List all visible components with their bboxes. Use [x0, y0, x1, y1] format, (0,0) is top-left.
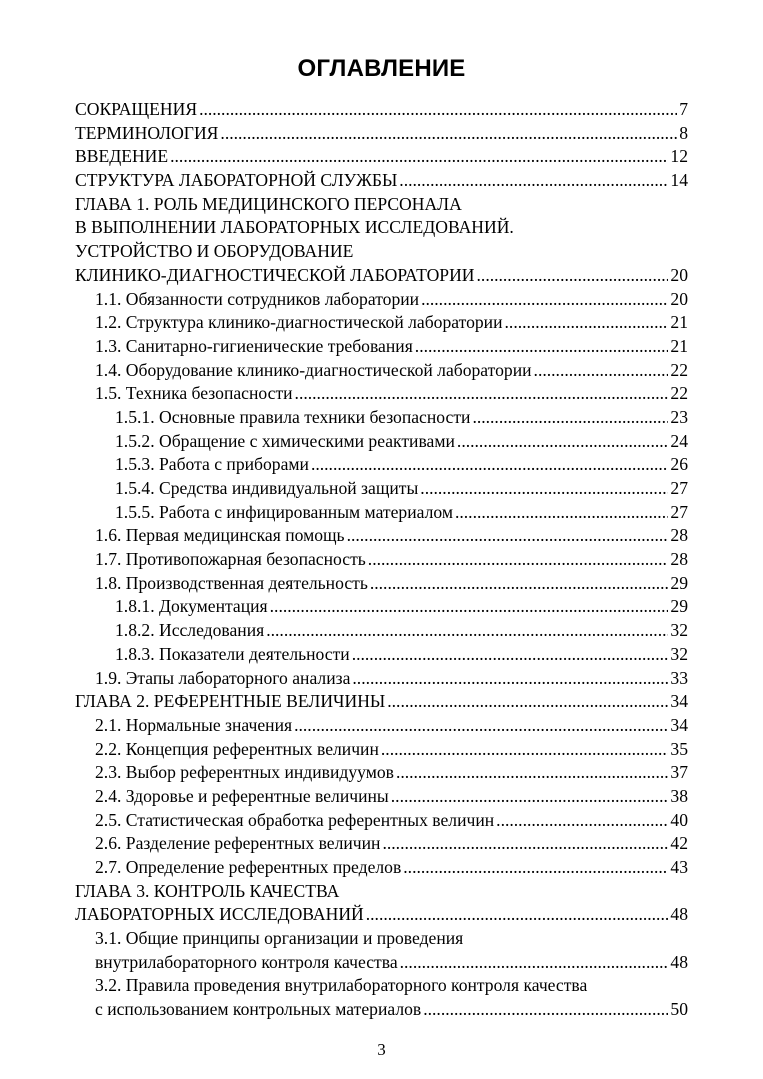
leader-dots	[457, 430, 668, 454]
toc-entry-title: СТРУКТУРА ЛАБОРАТОРНОЙ СЛУЖБЫ	[75, 170, 398, 191]
toc-entry-title: 1.8.2. Исследования	[115, 620, 265, 641]
leader-dots	[399, 169, 668, 193]
leader-dots	[368, 548, 669, 572]
leader-dots	[505, 311, 669, 335]
leader-dots	[477, 264, 669, 288]
leader-dots	[294, 714, 668, 738]
leader-dots	[381, 738, 669, 762]
leader-dots	[382, 832, 668, 856]
toc-chapter-1-line-2: В ВЫПОЛНЕНИИ ЛАБОРАТОРНЫХ ИССЛЕДОВАНИЙ.	[75, 217, 514, 238]
toc-entry-page: 26	[670, 454, 688, 475]
toc-entry-2-5	[75, 809, 688, 833]
toc-entry-1-8-3	[75, 643, 688, 667]
toc-entry-page: 20	[670, 288, 688, 309]
leader-dots	[220, 122, 677, 146]
toc-entry-page: 48	[670, 951, 688, 972]
toc-entry-1-1	[75, 288, 688, 312]
toc-entry-title: с использованием контрольных материалов	[95, 999, 422, 1020]
toc-entry-title: ВВЕДЕНИЕ	[75, 146, 169, 167]
toc-entry-2-7	[75, 856, 688, 880]
leader-dots	[366, 903, 669, 927]
leader-dots	[370, 572, 669, 596]
toc-entry-2-2	[75, 738, 688, 762]
toc-entry-page: 33	[670, 667, 688, 688]
leader-dots	[420, 477, 668, 501]
toc-entry-1-5-1	[75, 406, 688, 430]
page-title: ОГЛАВЛЕНИЕ	[297, 55, 466, 82]
toc-entry-page: 34	[670, 691, 688, 712]
toc-entry-title: КЛИНИКО-ДИАГНОСТИЧЕСКОЙ ЛАБОРАТОРИИ	[75, 264, 475, 285]
toc-entry-page: 37	[670, 762, 688, 783]
leader-dots	[387, 690, 668, 714]
toc-entry-title: ЛАБОРАТОРНЫХ ИССЛЕДОВАНИЙ	[75, 904, 364, 925]
toc-entry-title: 2.2. Концепция референтных величин	[95, 738, 379, 759]
toc-entry-page: 38	[670, 785, 688, 806]
toc-entry-2-3	[75, 761, 688, 785]
leader-dots	[270, 595, 669, 619]
toc-entry-lab-structure	[75, 169, 688, 193]
toc-entry-1-8-1	[75, 595, 688, 619]
toc-entry-chapter-1	[75, 264, 688, 288]
toc-entry-abbreviations	[75, 98, 688, 122]
toc-entry-title: 1.8.3. Показатели деятельности	[115, 643, 350, 664]
toc-entry-title: 1.5.1. Основные правила техники безопасности	[115, 406, 471, 427]
toc-entry-title: 2.3. Выбор референтных индивидуумов	[95, 762, 394, 783]
toc-entry-title: 1.8. Производственная деятельность	[95, 572, 368, 593]
toc-entry-title: 1.5.3. Работа с приборами	[115, 454, 309, 475]
toc-entry-title: 1.4. Оборудование клинико-диагностической лаборатории	[95, 359, 532, 380]
toc-entry-title: 2.1. Нормальные значения	[95, 714, 293, 735]
toc-entry-3-1	[75, 951, 688, 975]
toc-entry-page: 21	[670, 335, 688, 356]
toc-entry-title: СОКРАЩЕНИЯ	[75, 99, 198, 119]
toc-entry-page: 21	[670, 312, 688, 333]
toc-entry-title: 2.5. Статистическая обработка референтных величин	[95, 809, 495, 830]
toc-entry-page: 22	[670, 359, 688, 380]
page-number: 3	[377, 1040, 386, 1059]
toc-entry-title: ГЛАВА 2. РЕФЕРЕНТНЫЕ ВЕЛИЧИНЫ	[75, 691, 386, 712]
toc-entry-1-3	[75, 335, 688, 359]
toc-entry-chapter-3	[75, 903, 688, 927]
toc-entry-page: 40	[670, 809, 688, 830]
leader-dots	[352, 667, 668, 691]
leader-dots	[352, 643, 669, 667]
toc-entry-page: 22	[670, 383, 688, 404]
leader-dots	[266, 619, 668, 643]
toc-entry-page: 32	[670, 620, 688, 641]
toc-entry-1-5	[75, 382, 688, 406]
toc-entry-2-4	[75, 785, 688, 809]
toc-entry-title: 1.7. Противопожарная безопасность	[95, 549, 366, 570]
toc-entry-title: 1.9. Этапы лабораторного анализа	[95, 667, 351, 688]
leader-dots	[496, 809, 668, 833]
toc-entry-1-4	[75, 359, 688, 383]
toc-entry-3-2	[75, 998, 688, 1022]
toc-entry-page: 43	[670, 857, 688, 877]
leader-dots	[347, 524, 669, 548]
leader-dots	[391, 785, 669, 809]
toc-entry-title: 1.5.4. Средства индивидуальной защиты	[115, 478, 419, 498]
leader-dots	[415, 335, 669, 359]
toc-entry-page: 12	[670, 146, 688, 167]
leader-dots	[170, 145, 668, 169]
leader-dots	[295, 382, 669, 406]
toc-entry-2-6	[75, 832, 688, 856]
leader-dots	[400, 951, 669, 975]
toc-entry-1-5-5	[75, 501, 688, 525]
toc-entry-1-7	[75, 548, 688, 572]
leader-dots	[455, 501, 668, 525]
leader-dots	[534, 359, 669, 383]
toc-entry-2-1	[75, 714, 688, 738]
toc-entry-page: 42	[670, 833, 688, 854]
toc-entry-1-5-3	[75, 453, 688, 477]
toc-entry-chapter-2	[75, 690, 688, 714]
toc-entry-page: 48	[670, 904, 688, 925]
toc-entry-page: 35	[670, 738, 688, 759]
table-of-contents	[75, 98, 688, 1022]
toc-entry-page: 27	[670, 501, 688, 522]
toc-entry-1-5-4	[75, 477, 688, 501]
toc-entry-3-2-line-1: 3.2. Правила проведения внутрилабораторного контроля качества	[95, 975, 588, 996]
toc-entry-page: 27	[670, 478, 688, 498]
toc-entry-1-8	[75, 572, 688, 596]
toc-entry-title: 2.7. Определение референтных пределов	[95, 857, 402, 877]
leader-dots	[403, 856, 668, 880]
toc-entry-page: 32	[670, 643, 688, 664]
toc-entry-title: 2.4. Здоровье и референтные величины	[95, 785, 389, 806]
toc-entry-page: 28	[670, 525, 688, 546]
toc-entry-1-6	[75, 524, 688, 548]
toc-entry-terminology	[75, 122, 688, 146]
toc-chapter-1-line-1: ГЛАВА 1. РОЛЬ МЕДИЦИНСКОГО ПЕРСОНАЛА	[75, 193, 462, 214]
toc-entry-introduction	[75, 145, 688, 169]
toc-chapter-1-line-3: УСТРОЙСТВО И ОБОРУДОВАНИЕ	[75, 241, 354, 262]
toc-entry-page: 20	[670, 264, 688, 285]
leader-dots	[199, 98, 677, 122]
toc-entry-3-1-line-1: 3.1. Общие принципы организации и проведения	[95, 928, 464, 949]
toc-entry-page: 29	[670, 596, 688, 617]
toc-entry-title: 1.3. Санитарно-гигиенические требования	[95, 335, 413, 356]
toc-entry-page: 23	[670, 406, 688, 427]
leader-dots	[472, 406, 668, 430]
toc-entry-page: 14	[670, 170, 688, 191]
leader-dots	[423, 998, 668, 1022]
toc-entry-page: 50	[670, 999, 688, 1020]
toc-entry-page: 8	[679, 122, 688, 143]
toc-entry-page: 28	[670, 549, 688, 570]
toc-entry-1-8-2	[75, 619, 688, 643]
toc-entry-title: 1.6. Первая медицинская помощь	[95, 525, 345, 546]
toc-entry-title: 1.1. Обязанности сотрудников лаборатории	[95, 288, 420, 309]
toc-entry-title: внутрилабораторного контроля качества	[95, 951, 398, 972]
toc-entry-title: 1.5. Техника безопасности	[95, 383, 293, 404]
leader-dots	[421, 288, 668, 312]
toc-entry-page: 24	[670, 430, 688, 451]
toc-entry-title: ТЕРМИНОЛОГИЯ	[75, 122, 219, 143]
toc-entry-title: 2.6. Разделение референтных величин	[95, 833, 381, 854]
leader-dots	[396, 761, 668, 785]
toc-entry-page: 29	[670, 572, 688, 593]
toc-entry-1-5-2	[75, 430, 688, 454]
toc-entry-title: 1.8.1. Документация	[115, 596, 268, 617]
leader-dots	[311, 453, 668, 477]
toc-entry-title: 1.5.5. Работа с инфицированным материалом	[115, 501, 453, 522]
toc-entry-title: 1.2. Структура клинико-диагностической лаборатории	[95, 312, 503, 333]
toc-entry-page: 7	[679, 99, 688, 119]
toc-chapter-3-line-1: ГЛАВА 3. КОНТРОЛЬ КАЧЕСТВА	[75, 880, 340, 901]
toc-entry-1-2	[75, 311, 688, 335]
toc-entry-title: 1.5.2. Обращение с химическими реактивами	[115, 430, 455, 451]
toc-entry-page: 34	[670, 714, 688, 735]
toc-entry-1-9	[75, 667, 688, 691]
